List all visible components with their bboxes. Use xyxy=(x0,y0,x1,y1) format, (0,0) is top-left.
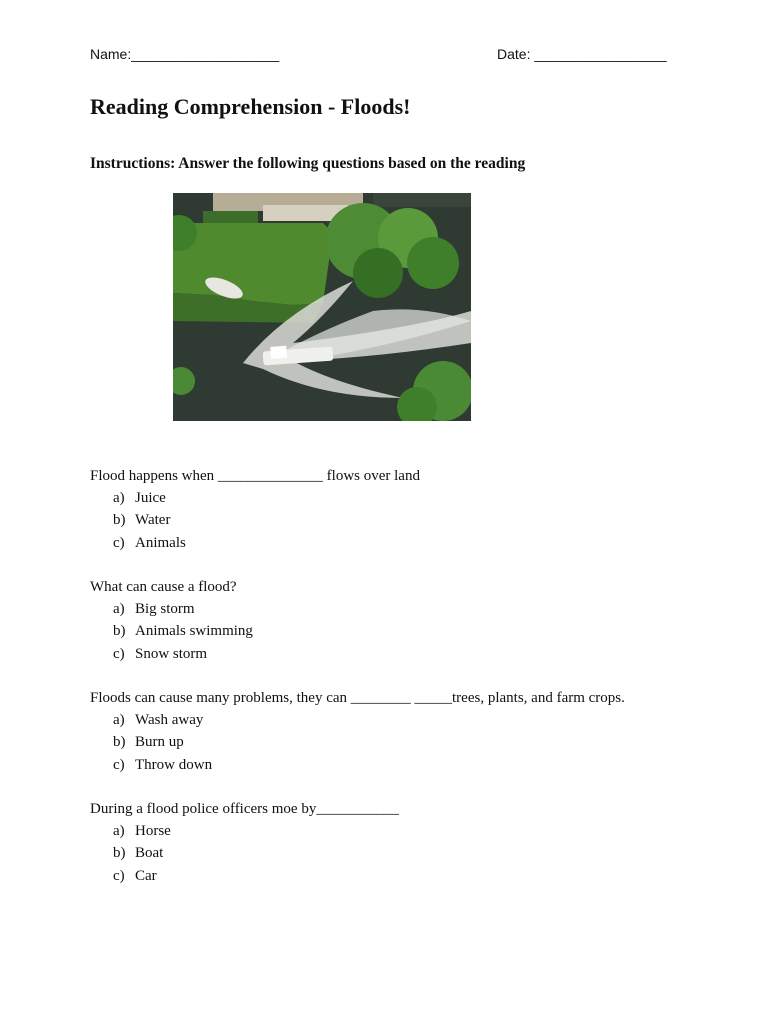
question-stem: Floods can cause many problems, they can ________ _____trees, plants, and farm crops. xyxy=(90,690,625,706)
option-text: Burn up xyxy=(135,734,184,751)
option-text: Wash away xyxy=(135,712,204,728)
tree xyxy=(407,237,459,289)
answer-option[interactable] xyxy=(90,509,420,531)
option-text: Big storm xyxy=(135,601,195,617)
option-letter: a) xyxy=(113,823,125,839)
name-field[interactable]: Name:___________________ xyxy=(90,46,280,62)
option-text: Throw down xyxy=(135,756,213,773)
option-letter: b) xyxy=(113,845,126,862)
question-stem: Flood happens when ______________ flows over land xyxy=(90,468,420,484)
answer-option[interactable] xyxy=(90,842,399,864)
answer-option[interactable] xyxy=(90,487,420,509)
answer-option[interactable] xyxy=(90,620,253,642)
page-title: Reading Comprehension - Floods! xyxy=(90,94,411,119)
question-2 xyxy=(90,576,253,665)
answer-option[interactable] xyxy=(90,643,253,665)
lawn xyxy=(173,223,333,305)
option-text: Snow storm xyxy=(135,645,208,662)
option-text: Water xyxy=(135,512,171,529)
question-4 xyxy=(90,798,399,887)
instructions: Instructions: Answer the following questions based on the reading xyxy=(90,155,526,172)
option-letter: c) xyxy=(113,867,125,884)
option-letter: c) xyxy=(113,534,125,551)
answer-option[interactable] xyxy=(90,598,253,620)
option-letter: a) xyxy=(113,712,125,728)
option-letter: a) xyxy=(113,490,125,506)
answer-options xyxy=(90,820,399,887)
answer-option[interactable] xyxy=(90,709,625,731)
boat-cabin xyxy=(270,346,287,359)
option-letter: a) xyxy=(113,601,125,617)
question-stem: What can cause a flood? xyxy=(90,579,237,595)
answer-option[interactable] xyxy=(90,820,399,842)
option-text: Animals xyxy=(135,534,186,551)
answer-option[interactable] xyxy=(90,754,625,776)
option-letter: c) xyxy=(113,756,125,773)
option-letter: b) xyxy=(113,734,126,751)
question-stem: During a flood police officers moe by___________ xyxy=(90,801,399,817)
rooftop xyxy=(373,193,471,207)
answer-option[interactable] xyxy=(90,865,399,887)
question-3 xyxy=(90,687,625,776)
question-1 xyxy=(90,465,420,554)
answer-options xyxy=(90,598,253,665)
option-letter: c) xyxy=(113,645,125,662)
answer-option[interactable] xyxy=(90,532,420,554)
option-letter: b) xyxy=(113,623,126,640)
flood-aerial-photo xyxy=(173,193,471,421)
option-text: Juice xyxy=(135,490,166,506)
option-text: Horse xyxy=(135,823,171,839)
answer-options xyxy=(90,487,420,554)
date-field[interactable]: Date: _________________ xyxy=(497,46,667,62)
answer-option[interactable] xyxy=(90,731,625,753)
option-text: Boat xyxy=(135,845,164,862)
option-text: Animals swimming xyxy=(135,623,253,640)
option-text: Car xyxy=(135,867,157,884)
tree xyxy=(353,248,403,298)
answer-options xyxy=(90,709,625,776)
option-letter: b) xyxy=(113,512,126,529)
